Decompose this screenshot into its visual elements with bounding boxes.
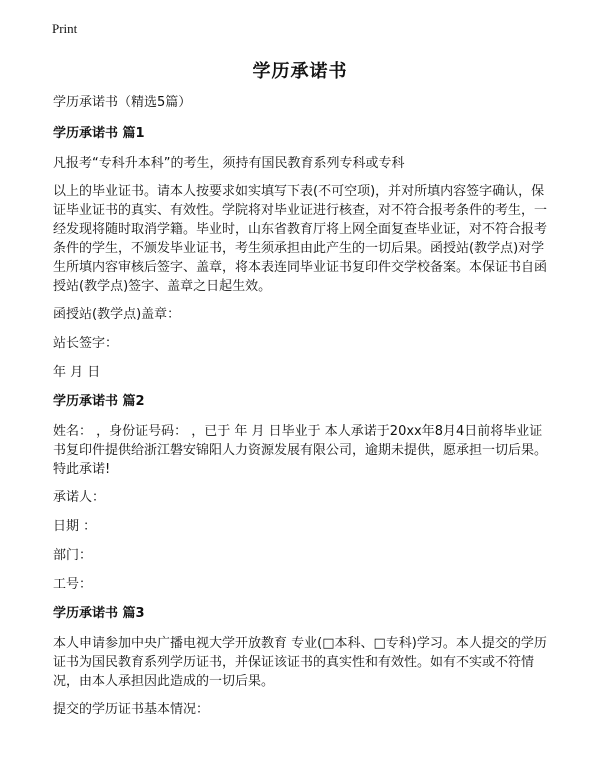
promisor-line: 承诺人： <box>53 490 106 505</box>
section-heading-1: 学历承诺书 篇1 <box>53 126 145 141</box>
section-heading-3: 学历承诺书 篇3 <box>53 606 145 621</box>
doc-intro: 学历承诺书（精选5篇） <box>53 95 192 110</box>
section-heading-2: 学历承诺书 篇2 <box>53 394 145 409</box>
print-link[interactable]: Print <box>52 21 78 36</box>
section-3-paragraph-1: 本人申请参加中央广播电视大学开放教育 专业(□本科、□专科)学习。本人提交的学历证书为国民教育系列学历证书，并保证该证书的真实性和有效性。如有不实或不符情况，由本人承担因此造成的一切后果。 <box>53 636 547 689</box>
section-1-paragraph-2: 以上的毕业证书。请本人按要求如实填写下表(不可空项)，并对所填内容签字确认，保证毕业证书的真实、有效性。学院将对毕业证进行核查，对不符合报考条件的考生，一经发现将随时取消学籍。毕业时，山东省教育厅将上网全面复查毕业证，对不符合报考条件的学生，不颁发毕业证书，考生须承担由此产生的一切后果。函授站(教学点)对学生所填内容审核后签字、盖章，将本表连同毕业证书复印件交学校备案。本保证书自函授站(教学点)签字、盖章之日起生效。 <box>53 184 548 294</box>
station-seal-line: 函授站(教学点)盖章： <box>53 307 181 322</box>
date-field-line: 日期 ： <box>53 519 97 534</box>
section-1-paragraph-1: 凡报考“专科升本科”的考生，须持有国民教育系列专科或专科 <box>53 156 405 171</box>
department-line: 部门： <box>53 548 93 563</box>
page-title: 学历承诺书 <box>252 61 348 82</box>
certificate-info-line: 提交的学历证书基本情况： <box>53 702 210 717</box>
document-body <box>53 93 553 729</box>
employee-id-line: 工号： <box>53 577 93 592</box>
section-2-paragraph-1: 姓名： ，身份证号码： ，已于 年 月 日毕业于 本人承诺于20xx年8月4日前将毕业证书复印件提供给浙江磐安锦阳人力资源发展有限公司，逾期未提供，愿承担一切后果。 特此承诺! <box>53 424 548 477</box>
date-line: 年 月 日 <box>53 365 101 380</box>
director-signature-line: 站长签字： <box>53 336 119 351</box>
